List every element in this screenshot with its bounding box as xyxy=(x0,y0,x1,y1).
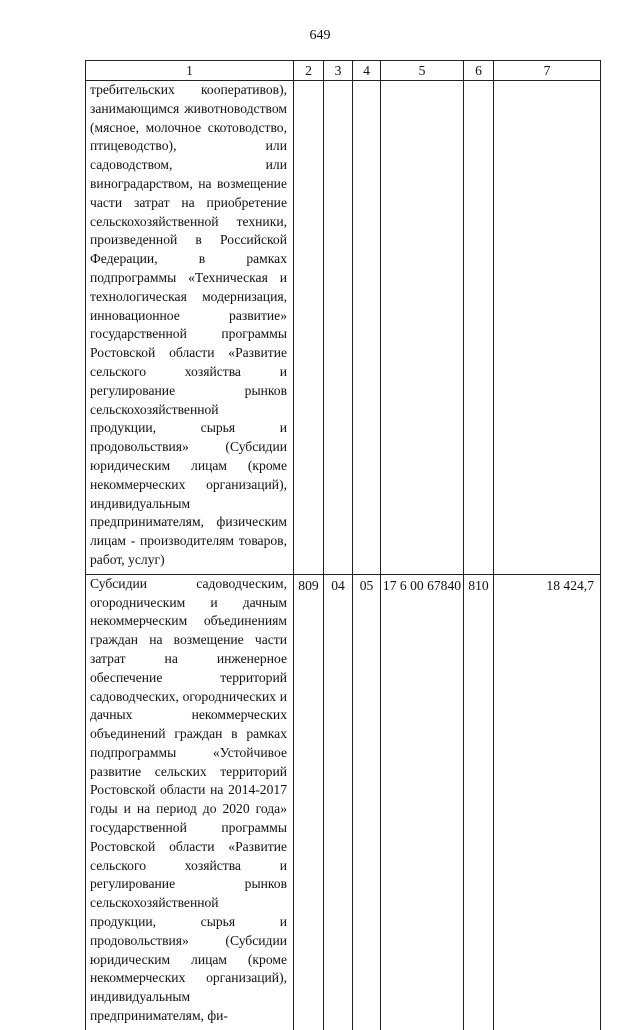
row-subsection-code: 05 xyxy=(353,574,381,1030)
row-description: требительских кооперативов), занимающимся животноводством (мясное, молочное скотоводство, птицеводство), или садоводством, или виноградарством, на возмещение части затрат на приобретение сельскохозяйственной техники, произведенной в Российской Федерации, в рамках подпрограммы «Техническая и технологическая модернизация, инновационное развитие» государственной программы Ростовской области «Развитие сельского хозяйства и регулирование рынков сельскохозяйственной продукции, сырья и продовольствия» (Субсидии юридическим лицам (кроме некоммерческих организаций), индивидуальным предпринимателям, физическим лицам - производителям товаров, работ, услуг) xyxy=(86,81,294,575)
row-type-code xyxy=(464,81,494,575)
column-header-ministry: 2 xyxy=(294,61,324,81)
table-row xyxy=(86,81,601,575)
row-section-code xyxy=(324,81,353,575)
column-header-description: 1 xyxy=(86,61,294,81)
budget-table xyxy=(85,60,601,1030)
column-header-section: 3 xyxy=(324,61,353,81)
page-number: 649 xyxy=(309,28,331,43)
row-description: Субсидии садоводческим, огородническим и дачным некоммерческим объединениям граждан на возмещение части затрат на инженерное обеспечение территорий садоводческих, огороднических и дачных некоммерческих объединений граждан в рамках подпрограммы «Устойчивое развитие сельских территорий Ростовской области на 2014-2017 годы и на период до 2020 года» государственной программы Ростовской области «Развитие сельского хозяйства и регулирование рынков сельскохозяйственной продукции, сырья и продовольствия» (Субсидии юридическим лицам (кроме некоммерческих организаций), индивидуальным предпринимателям, фи- xyxy=(86,574,294,1030)
row-target-code: 17 6 00 67840 xyxy=(381,574,464,1030)
row-section-code: 04 xyxy=(324,574,353,1030)
row-type-code: 810 xyxy=(464,574,494,1030)
row-amount xyxy=(494,81,601,575)
column-header-target: 5 xyxy=(381,61,464,81)
column-header-subsection: 4 xyxy=(353,61,381,81)
row-amount: 18 424,7 xyxy=(494,574,601,1030)
table-header-row xyxy=(86,61,601,81)
row-ministry-code: 809 xyxy=(294,574,324,1030)
row-subsection-code xyxy=(353,81,381,575)
row-ministry-code xyxy=(294,81,324,575)
row-target-code xyxy=(381,81,464,575)
table-row xyxy=(86,574,601,1030)
column-header-amount: 7 xyxy=(494,61,601,81)
column-header-type: 6 xyxy=(464,61,494,81)
